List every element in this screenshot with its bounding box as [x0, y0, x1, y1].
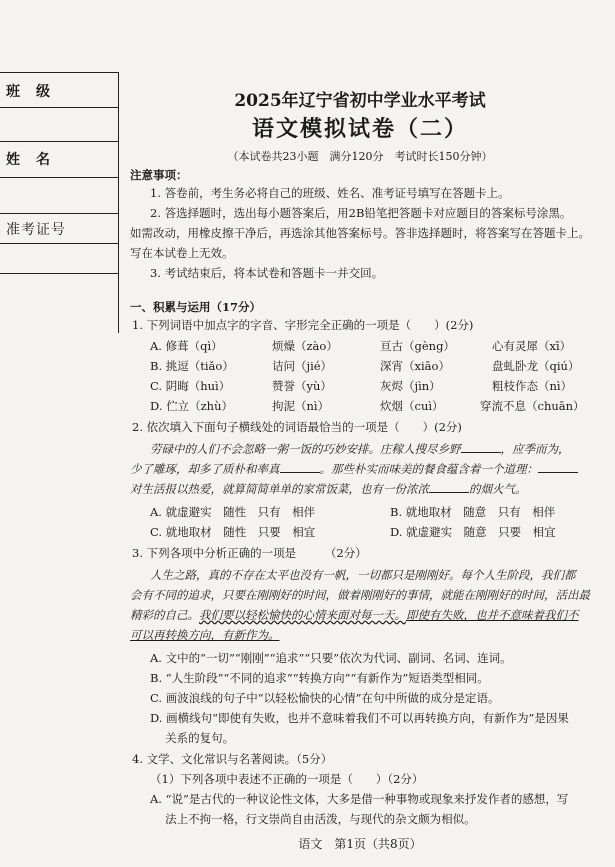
option: 拘泥（nì） [272, 399, 330, 413]
answer-blank [280, 462, 320, 473]
question-3-stem: 3. 下列各项中分析正确的一项是 （2分） [132, 546, 367, 560]
option: D. 伫立（zhù） [150, 399, 233, 413]
paper-subtitle: 语文模拟试卷（二） [251, 116, 468, 142]
option: 穿流不息（chuān） [480, 399, 585, 413]
answer-blank [538, 462, 578, 473]
option: C. 画波浪线的句子中“以轻松愉快的心情”在句中所做的成分是定语。 [150, 691, 500, 705]
option: B. “人生阶段”“不同的追求”“转换方向”“有新作为”短语类型相同。 [150, 671, 489, 685]
answer-blank [461, 442, 501, 453]
student-info-panel [0, 72, 119, 333]
question-2-stem: 2. 依次填入下面句子横线处的词语最恰当的一项是（ ）(2分) [132, 420, 462, 434]
option: 关系的复句。 [150, 731, 235, 745]
passage-line [130, 482, 527, 496]
option: D. 画横线句“即使有失败，也并不意味着我们不可以再转换方向，有新作为”是因果 [150, 711, 569, 725]
wavy-underlined-sentence: 我们要以轻松愉快的心情来面对每一天。 [199, 608, 406, 622]
option: 法上不拘一格，行文崇尚自由活泼，与现代的杂文颇为相似。 [150, 812, 476, 826]
option: 灰烬（jìn） [380, 379, 441, 393]
notice-line: 2. 答选择题时，选出每小题答案后，用2B铅笔把答题卡对应题目的答案标号涂黑。 [150, 206, 572, 220]
divider [0, 177, 118, 178]
passage-line: 人生之路，真的不存在太平也没有一帆，一切都只是刚刚好。每个人生阶段，我们都 [150, 568, 576, 582]
passage-text: 的烟火气。 [469, 482, 527, 496]
passage-line [130, 608, 579, 622]
passage-line [130, 462, 578, 476]
class-label: 班 级 [6, 84, 51, 100]
exam-title: 2025年辽宁省初中学业水平考试 [234, 91, 486, 111]
answer-blank [429, 482, 469, 493]
passage-line: 会有不同的追求，只要在刚刚好的时间，做着刚刚好的事情，就能在刚刚好的时间，活出最 [130, 588, 590, 602]
underlined-sentence: 即使有失败，也并不意味着我们不 [406, 608, 579, 622]
option: 烦燥（zào） [272, 339, 338, 353]
divider [0, 273, 118, 274]
exam-number-label: 准考证号 [6, 222, 66, 238]
passage-text: 劳碌中的人们不会忽略一粥一饭的巧妙安排。庄稼人搜尽乡野 [150, 442, 461, 456]
passage-text: 对生活报以热爱，就算简简单单的家常饭菜，也有一份浓浓 [130, 482, 429, 496]
option: 盘虬卧龙（qiú） [492, 359, 580, 373]
page-footer: 语文 第1页（共8页） [298, 837, 422, 851]
underlined-sentence: 可以再转换方向，有新作为。 [130, 628, 280, 642]
passage-line [150, 442, 570, 456]
option: 炊烟（cuì） [380, 399, 444, 413]
notice-line: 1. 答卷前，考生务必将自己的班级、姓名、准考证号填写在答题卡上。 [150, 186, 510, 200]
notice-heading: 注意事项： [130, 168, 188, 182]
option: B. 就地取材 随意 只有 相伴 [390, 505, 556, 519]
question-1-stem: 1. 下列词语中加点字的字音、字形完全正确的一项是（ ）(2分) [132, 318, 474, 332]
sub-question-stem: （1）下列各项中表述不正确的一项是（ ）（2分） [150, 772, 424, 786]
option: C. 就地取材 随性 只要 相宜 [150, 525, 316, 539]
option: B. 挑逗（tiǎo） [150, 359, 234, 373]
option: C. 阴晦（huì） [150, 379, 231, 393]
option: A. 就虚避实 随性 只有 相伴 [150, 505, 316, 519]
section-heading: 一、积累与运用（17分） [130, 300, 262, 314]
divider [0, 141, 118, 142]
divider [0, 107, 118, 108]
passage-text: 少了雕琢，却多了质朴和率真 [130, 462, 280, 476]
notice-line: 3. 考试结束后，将本试卷和答题卡一并交回。 [150, 266, 384, 280]
divider [0, 243, 118, 244]
option: D. 就虚避实 随意 只要 相宜 [390, 525, 556, 539]
divider [0, 213, 118, 214]
option: 粗枝作态（nì） [492, 379, 573, 393]
option: 赞誉（yù） [272, 379, 332, 393]
option: 亘古（gèng） [380, 339, 455, 353]
notice-line: 如需改动，用橡皮擦干净后，再选涂其他答案标号。答非选择题时，将答案写在答题卡上。 [130, 226, 590, 240]
option: 诘问（jié） [272, 359, 333, 373]
passage-text: 。那些朴实而味美的餐食蕴含着一个道理： [319, 462, 538, 476]
exam-info: （本试卷共23小题 满分120分 考试时长150分钟） [227, 150, 493, 163]
passage-text: 精彩的自己。 [130, 608, 199, 622]
name-label: 姓 名 [6, 152, 51, 168]
question-4-stem: 4. 文学、文化常识与名著阅读。（5分） [132, 752, 333, 766]
option: A. 修葺（qì） [150, 339, 223, 353]
passage-text: ，应季而为， [500, 442, 570, 456]
option: 心有灵犀（xī） [492, 339, 572, 353]
notice-line: 写在本试卷上无效。 [130, 246, 234, 260]
option: 深宵（xiāo） [380, 359, 450, 373]
option: A. “说”是古代的一种议论性文体，大多是借一种事物或现象来抒发作者的感想，写 [150, 792, 569, 806]
option: A. 文中的“一切”“刚刚”“追求”“只要”依次为代词、副词、名词、连词。 [150, 651, 512, 665]
